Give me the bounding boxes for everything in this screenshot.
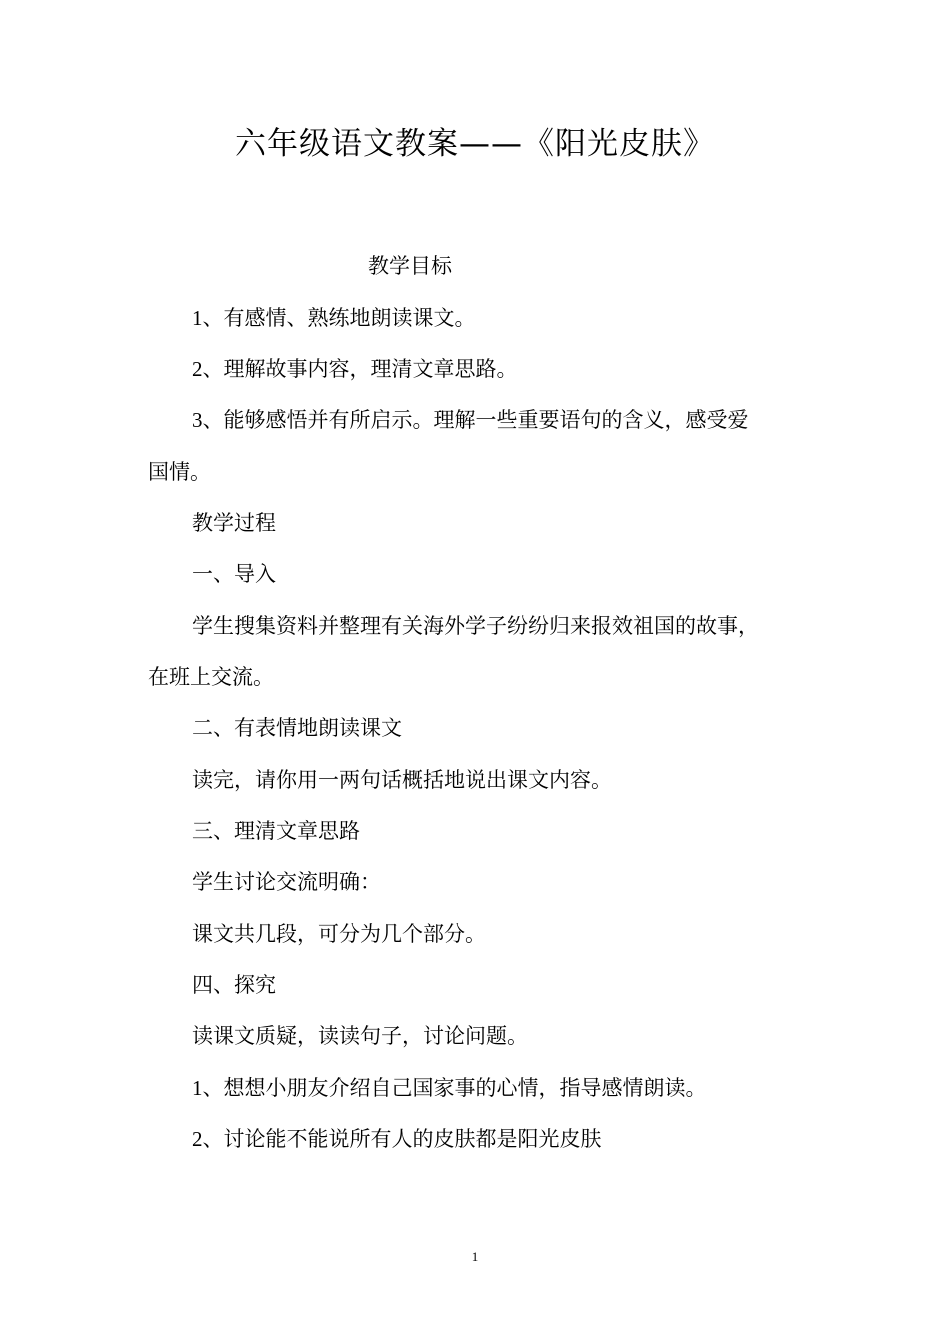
section-4-item-2 (192, 1124, 602, 1154)
objective-text: 、能够感悟并有所启示。理解一些重要语句的含义，感受爱 (202, 408, 749, 432)
objective-number: 2 (192, 357, 203, 381)
item-number: 1 (192, 1076, 203, 1100)
section-3-text-2: 课文共几段，可分为几个部分。 (192, 922, 486, 946)
section-1-text: 学生搜集资料并整理有关海外学子纷纷归来报效祖国的故事， (192, 614, 759, 638)
objective-text: 、有感情、熟练地朗读课文。 (202, 306, 476, 330)
objective-3-continuation: 国情。 (148, 460, 211, 484)
item-text: 、讨论能不能说所有人的皮肤都是阳光皮肤 (202, 1127, 602, 1151)
objective-number: 1 (192, 306, 203, 330)
section-4-item-1 (192, 1073, 707, 1103)
section-2-text: 读完，请你用一两句话概括地说出课文内容。 (192, 768, 612, 792)
objective-text: 、理解故事内容，理清文章思路。 (202, 357, 518, 381)
section-4-heading: 四、探究 (192, 973, 276, 997)
document-title: 六年级语文教案——《阳光皮肤》 (235, 126, 715, 162)
process-heading: 教学过程 (192, 511, 276, 535)
section-1-heading: 一、导入 (192, 562, 276, 586)
section-2-heading: 二、有表情地朗读课文 (192, 716, 402, 740)
objectives-heading: 教学目标 (368, 254, 452, 278)
section-3-text-1: 学生讨论交流明确： (192, 870, 381, 894)
objective-item-2 (192, 354, 518, 384)
page-number: 1 (471, 1249, 479, 1264)
objective-item-3 (192, 405, 749, 435)
objective-item-1 (192, 303, 476, 333)
item-number: 2 (192, 1127, 203, 1151)
section-1-text-continuation: 在班上交流。 (148, 665, 274, 689)
objective-number: 3 (192, 408, 203, 432)
section-4-text: 读课文质疑，读读句子，讨论问题。 (192, 1024, 528, 1048)
item-text: 、想想小朋友介绍自己国家事的心情，指导感情朗读。 (202, 1076, 707, 1100)
section-3-heading: 三、理清文章思路 (192, 819, 360, 843)
